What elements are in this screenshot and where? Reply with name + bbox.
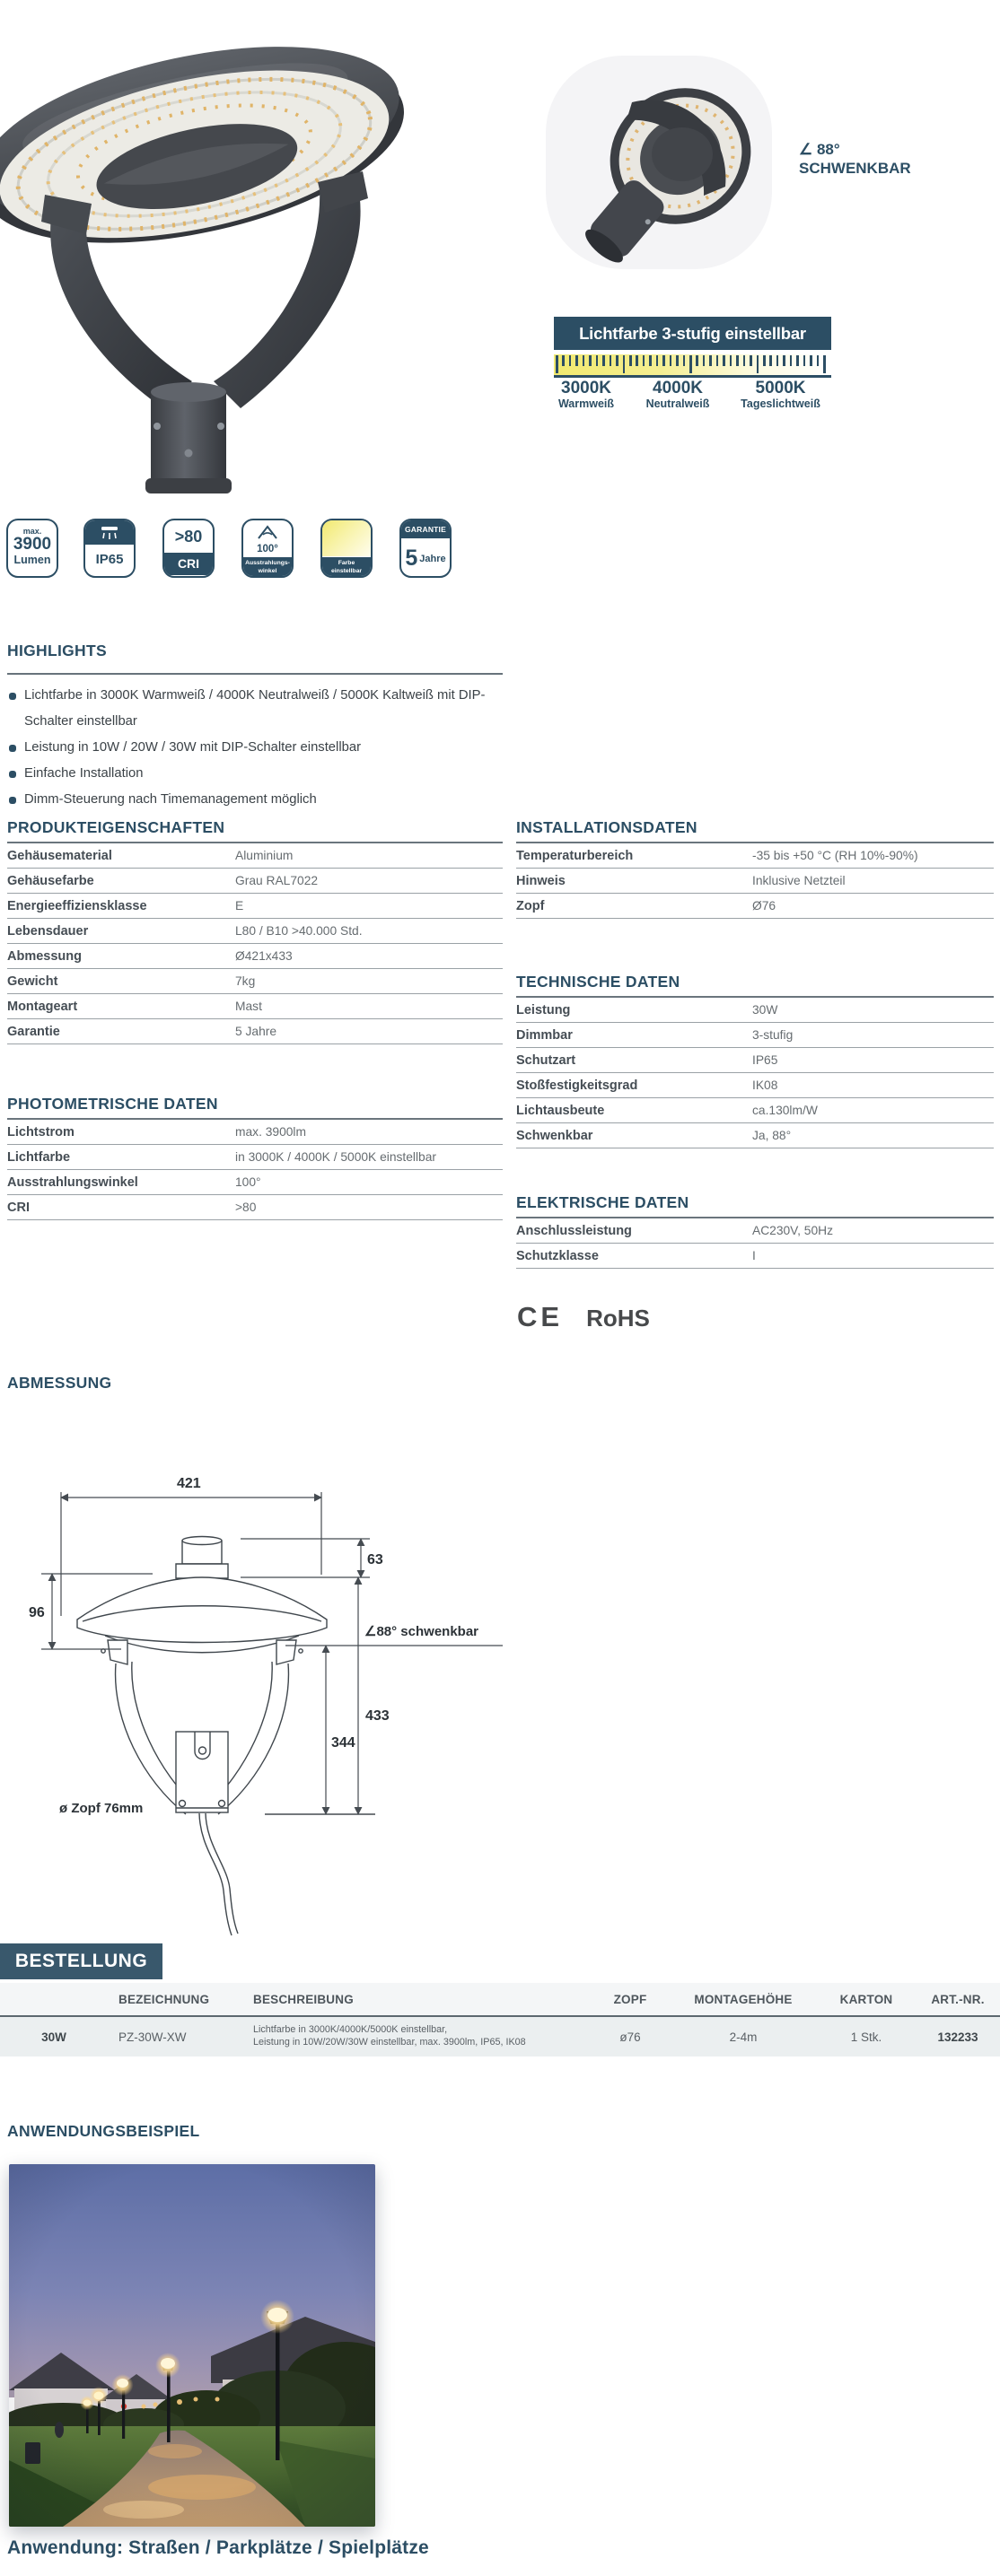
spec-row: Anschlussleistung AC230V, 50Hz [516, 1218, 994, 1244]
section-technische-daten [516, 974, 994, 1148]
order-bezeichnung: PZ-30W-XW [118, 2030, 187, 2044]
spec-table [516, 996, 994, 1148]
spec-row: Dimmbar 3-stufig [516, 1023, 994, 1048]
order-power: 30W [41, 2030, 66, 2044]
order-beschreibung: Lichtfarbe in 3000K/4000K/5000K einstellbar, Leistung in 10W/20W/30W einstellbar, max. 3900lm, IP65, IK08 [253, 2024, 526, 2048]
spec-row: Schutzart IP65 [516, 1048, 994, 1073]
section-produkteigenschaften [7, 819, 503, 1044]
swivel-label: SCHWENKBAR [799, 160, 911, 177]
warranty-badge: GARANTIE 5 Jahre [399, 519, 452, 578]
color-gradient-swatch [322, 520, 371, 556]
application-caption: Anwendung: Straßen / Parkplätze / Spielplätze [7, 2537, 429, 2558]
spec-row: Gehäusematerial Aluminium [7, 843, 503, 869]
spec-row: Garantie 5 Jahre [7, 1019, 503, 1044]
spec-row: Montageart Mast [7, 994, 503, 1019]
color-step-4000k: 4000K Neutralweiß [645, 379, 710, 410]
ip65-badge: IP65 [83, 519, 136, 578]
col-karton: KARTON [839, 1993, 893, 2006]
color-temperature-scale [554, 354, 831, 378]
beam-angle-caption: Ausstrahlungs- winkel [243, 557, 292, 576]
spec-row: Abmessung Ø421x433 [7, 944, 503, 969]
spec-table [516, 842, 994, 919]
highlight-item: Einfache Installation [7, 761, 503, 787]
color-temperature-banner: Lichtfarbe 3-stufig einstellbar [554, 317, 831, 350]
dim-total-height-label: 433 [365, 1708, 390, 1724]
beam-angle-badge: 100° Ausstrahlungs- winkel [241, 519, 294, 578]
col-bezeichnung: BEZEICHNUNG [118, 1993, 210, 2006]
beam-angle-icon [243, 520, 292, 544]
col-zopf: ZOPF [613, 1993, 647, 2006]
color-step-3000k: 3000K Warmweiß [557, 379, 615, 410]
color-step-5000k: 5000K Tageslichtweiß [741, 379, 820, 410]
section-title: PRODUKTEIGENSCHAFTEN [7, 818, 225, 836]
spec-row: Temperaturbereich -35 bis +50 °C (RH 10%-90%) [516, 843, 994, 869]
product-photo-front [0, 4, 408, 498]
order-artnr: 132233 [937, 2030, 978, 2044]
swivel-note [799, 140, 911, 178]
highlights-section [7, 642, 503, 813]
cri-badge: >80 CRI [162, 519, 215, 578]
dim-cap-height-label: 63 [367, 1552, 383, 1567]
swivel-angle: ∠ 88° [799, 141, 840, 158]
spec-row: Leistung 30W [516, 998, 994, 1023]
col-beschreibung: BESCHREIBUNG [253, 1993, 354, 2006]
application-photo [9, 2164, 375, 2527]
lumen-badge: max. 3900 Lumen [6, 519, 58, 578]
dim-width-label: 421 [177, 1476, 201, 1491]
highlights-title: HIGHLIGHTS [7, 642, 107, 659]
spec-row: Zopf Ø76 [516, 894, 994, 919]
spec-row: Hinweis Inklusive Netzteil [516, 869, 994, 894]
section-photometrische-daten [7, 1096, 503, 1220]
spec-row: Ausstrahlungswinkel 100° [7, 1170, 503, 1195]
rohs-mark: RoHS [586, 1305, 650, 1332]
order-table-header [0, 1983, 1000, 2015]
dim-head-height-label: 96 [29, 1605, 45, 1620]
highlight-item: Lichtfarbe in 3000K Warmweiß / 4000K Neutralweiß / 5000K Kaltweiß mit DIP-Schalter einstellbar [7, 683, 503, 735]
spec-row: Energieeffiziensklasse E [7, 894, 503, 919]
abmessung-title: ABMESSUNG [7, 1374, 112, 1392]
highlights-list [7, 683, 503, 813]
spec-row: CRI >80 [7, 1195, 503, 1220]
product-photo-tilted [546, 56, 772, 269]
section-installationsdaten [516, 819, 994, 919]
color-adjustable-badge [320, 519, 373, 578]
section-title: TECHNISCHE DATEN [516, 973, 680, 991]
spec-table [516, 1217, 994, 1269]
section-elektrische-daten [516, 1194, 994, 1269]
section-title: PHOTOMETRISCHE DATEN [7, 1095, 218, 1113]
spec-row: Lebensdauer L80 / B10 >40.000 Std. [7, 919, 503, 944]
order-zopf: ø76 [619, 2030, 641, 2044]
spec-row: Lichtfarbe in 3000K / 4000K / 5000K einstellbar [7, 1145, 503, 1170]
certification-marks [517, 1301, 650, 1333]
highlight-item: Leistung in 10W / 20W / 30W mit DIP-Schalter einstellbar [7, 735, 503, 761]
ce-mark: CE [517, 1301, 564, 1332]
ip65-lamp-icon [85, 520, 134, 545]
spec-table [7, 842, 503, 1044]
anwendung-title: ANWENDUNGSBEISPIEL [7, 2122, 200, 2140]
dimension-drawing [18, 1431, 521, 1943]
col-montagehoehe: MONTAGEHÖHE [694, 1993, 793, 2006]
dim-swivel-label: ∠88° schwenkbar [364, 1624, 479, 1639]
color-adjustable-caption: Farbe einstellbar [322, 557, 371, 576]
order-section-banner: BESTELLUNG [0, 1943, 162, 1979]
spec-row: Gewicht 7kg [7, 969, 503, 994]
spec-row: Lichtstrom max. 3900lm [7, 1120, 503, 1145]
spec-table [7, 1118, 503, 1220]
spec-row: Stoßfestigkeitsgrad IK08 [516, 1073, 994, 1098]
highlight-item: Dimm-Steuerung nach Timemanagement möglich [7, 787, 503, 813]
order-table-row [0, 2017, 1000, 2056]
section-title: ELEKTRISCHE DATEN [516, 1193, 689, 1211]
col-artnr: ART.-NR. [931, 1993, 985, 2006]
divider [7, 673, 503, 675]
dim-arm-height-label: 344 [331, 1735, 355, 1751]
order-karton: 1 Stk. [850, 2030, 882, 2044]
dim-spigot-label: ø Zopf 76mm [59, 1801, 144, 1816]
section-title: INSTALLATIONSDATEN [516, 818, 697, 836]
spec-row: Gehäusefarbe Grau RAL7022 [7, 869, 503, 894]
spec-row: Schutzklasse I [516, 1244, 994, 1269]
spec-row: Lichtausbeute ca.130lm/W [516, 1098, 994, 1123]
spec-row: Schwenkbar Ja, 88° [516, 1123, 994, 1148]
product-photo-tilted-background [546, 56, 772, 269]
order-montagehoehe: 2-4m [729, 2030, 758, 2044]
